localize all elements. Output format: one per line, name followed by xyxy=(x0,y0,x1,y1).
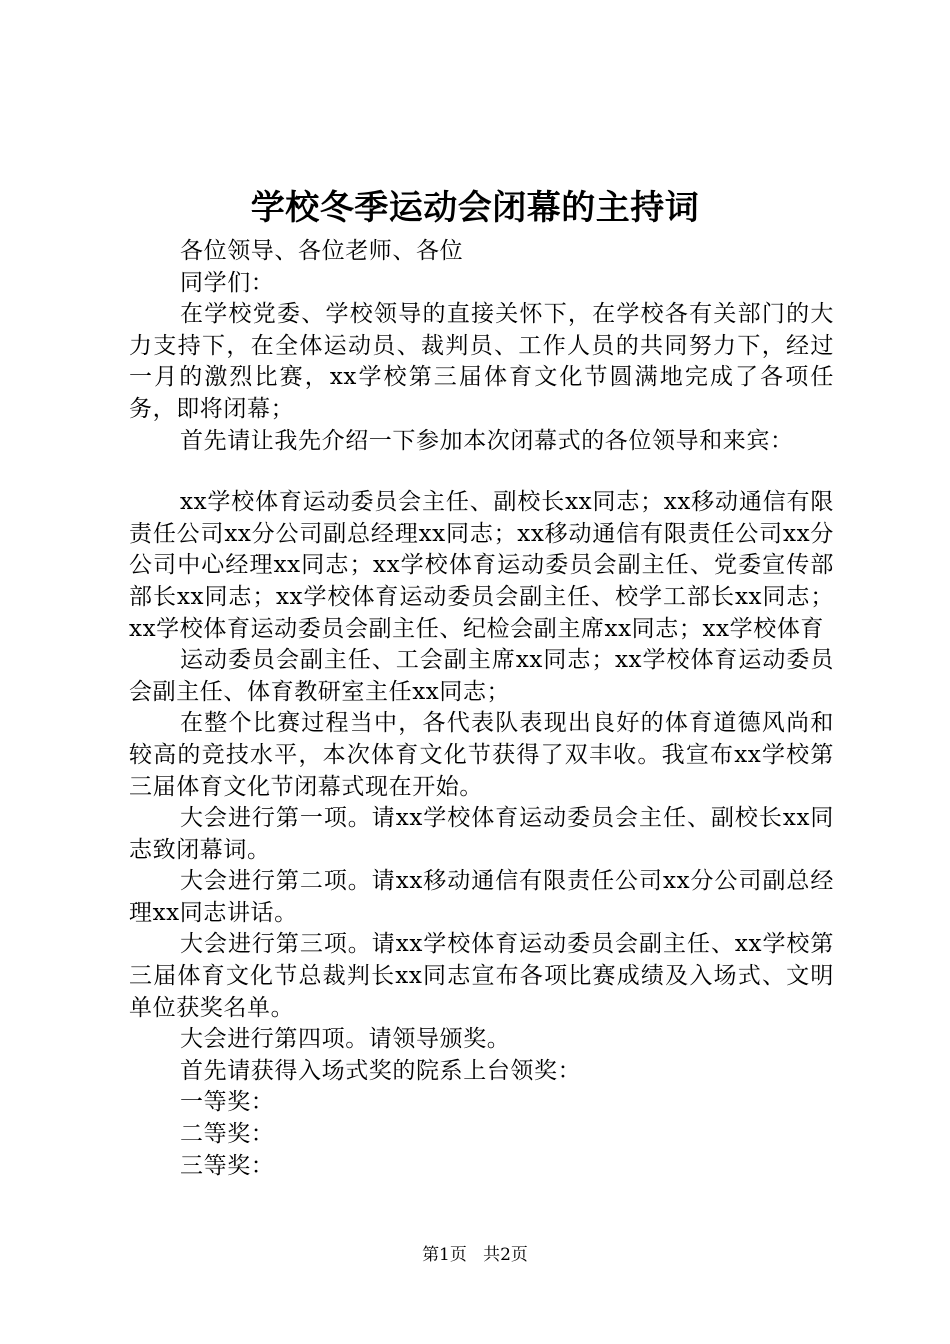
agenda-item-4: 大会进行第四项。请领导颁奖。 xyxy=(180,1026,511,1053)
page-number: 第1页 xyxy=(422,1245,467,1265)
document-body xyxy=(129,236,834,1182)
page-total: 共2页 xyxy=(483,1245,528,1265)
paragraph-introduce-guests: 首先请让我先介绍一下参加本次闭幕式的各位领导和来宾： xyxy=(180,427,794,454)
page-footer xyxy=(0,1243,950,1267)
salutation-line-2: 同学们： xyxy=(180,269,275,296)
paragraph-spacer xyxy=(129,457,834,487)
document-title: 学校冬季运动会闭幕的主持词 xyxy=(250,188,700,228)
award-intro: 首先请获得入场式奖的院系上台领奖： xyxy=(180,1057,582,1084)
award-second-prize: 二等奖： xyxy=(180,1121,275,1148)
agenda-item-1: 大会进行第一项。请xx学校体育运动委员会主任、副校长xx同志致闭幕词。 xyxy=(129,805,834,863)
award-first-prize: 一等奖： xyxy=(180,1089,275,1116)
paragraph-guest-list: xx学校体育运动委员会主任、副校长xx同志；xx移动通信有限责任公司xx分公司副总经理xx同志；xx移动通信有限责任公司xx分公司中心经理xx同志；xx学校体育运动委员会副主任、党委宣传部部长xx同志；xx学校体育运动委员会副主任、校学工部长xx同志；xx学校体育运动委员会副主任、纪检会副主席xx同志；xx学校体育 xyxy=(129,489,834,642)
agenda-item-3: 大会进行第三项。请xx学校体育运动委员会副主任、xx学校第三届体育文化节总裁判长xx同志宣布各项比赛成绩及入场式、文明单位获奖名单。 xyxy=(129,931,834,1021)
paragraph-opening: 在学校党委、学校领导的直接关怀下，在学校各有关部门的大力支持下，在全体运动员、裁判员、工作人员的共同努力下，经过一月的激烈比赛，xx学校第三届体育文化节圆满地完成了各项任务，即将闭幕； xyxy=(129,301,834,422)
paragraph-declaration: 在整个比赛过程当中，各代表队表现出良好的体育道德风尚和较高的竞技水平，本次体育文化节获得了双丰收。我宣布xx学校第三届体育文化节闭幕式现在开始。 xyxy=(129,710,834,800)
award-third-prize: 三等奖： xyxy=(180,1152,275,1179)
salutation-line-1: 各位领导、各位老师、各位 xyxy=(180,238,464,264)
paragraph-guest-list-continued: 运动委员会副主任、工会副主席xx同志；xx学校体育运动委员会副主任、体育教研室主任xx同志； xyxy=(129,647,834,705)
agenda-item-2: 大会进行第二项。请xx移动通信有限责任公司xx分公司副总经理xx同志讲话。 xyxy=(129,868,834,926)
